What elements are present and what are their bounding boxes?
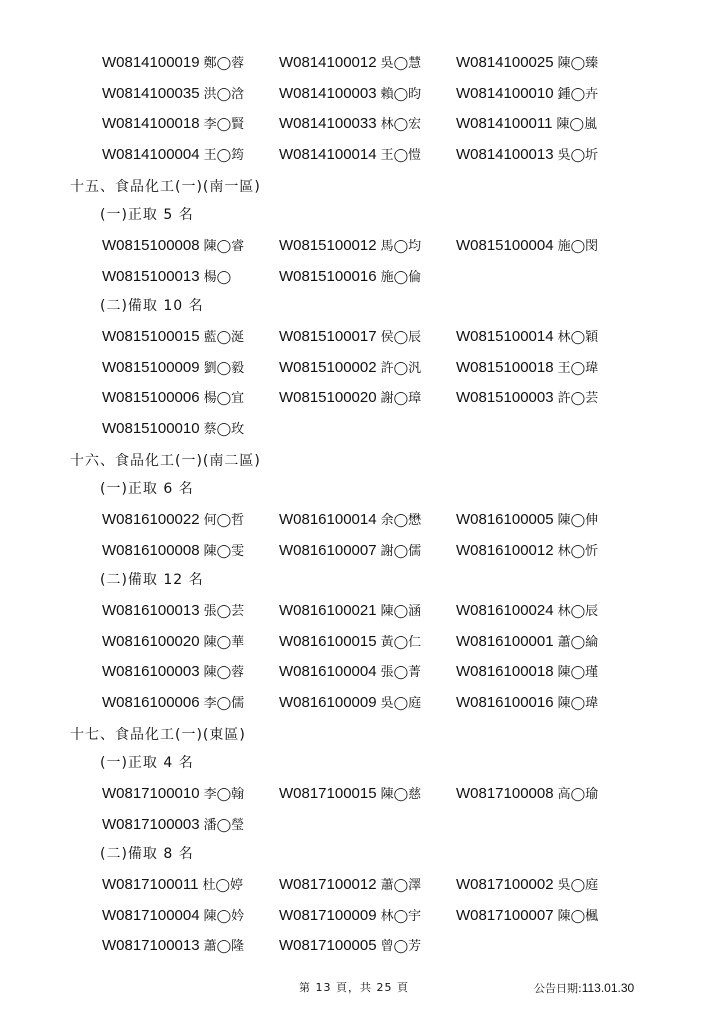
list-item <box>279 540 421 560</box>
candidate-id: W0817100012 <box>279 876 377 893</box>
group-label: (二)備取 10 名 <box>100 298 204 314</box>
list-item <box>279 600 421 620</box>
candidate-id: W0816100012 <box>456 541 554 559</box>
list-item <box>102 600 244 620</box>
candidate-id: W0815100006 <box>102 389 200 406</box>
candidate-id: W0815100015 <box>102 328 200 345</box>
candidate-id: W0815100004 <box>456 237 554 254</box>
candidate-id: W0814100033 <box>279 115 377 132</box>
list-item <box>102 935 244 955</box>
list-item <box>102 83 244 103</box>
candidate-name: 陳◯嵐 <box>556 117 598 132</box>
candidate-id: W0816100022 <box>102 511 200 528</box>
candidate-id: W0817100005 <box>279 937 377 954</box>
announcement-date-value: 113.01.30 <box>581 981 635 995</box>
list-item <box>102 509 244 529</box>
candidate-id: W0816100015 <box>279 632 377 650</box>
candidate-name: 賴◯昀 <box>380 86 422 102</box>
group-label: (二)備取 8 名 <box>100 846 194 862</box>
announcement-date <box>534 980 634 997</box>
candidate-name: 李◯賢 <box>203 117 245 132</box>
candidate-name: 張◯芸 <box>203 604 245 619</box>
group-label: (一)正取 6 名 <box>100 481 194 497</box>
list-item <box>279 874 421 894</box>
candidate-name: 余◯懋 <box>380 513 422 528</box>
candidate-name: 王◯瑋 <box>557 360 599 376</box>
candidate-name: 陳◯慈 <box>380 787 422 802</box>
list-item <box>456 692 598 712</box>
candidate-name: 劉◯毅 <box>203 360 245 376</box>
candidate-name: 曾◯芳 <box>380 939 422 954</box>
candidate-name: 陳◯伸 <box>557 513 599 528</box>
candidate-id: W0814100013 <box>456 145 554 163</box>
candidate-id: W0814100014 <box>279 145 377 163</box>
candidate-id: W0816100001 <box>456 632 554 650</box>
list-item <box>456 540 598 560</box>
list-item <box>456 113 597 133</box>
list-item <box>102 266 231 286</box>
candidate-id: W0816100007 <box>279 541 377 559</box>
list-item <box>279 357 421 377</box>
list-item <box>102 113 244 133</box>
candidate-name: 鍾◯卉 <box>557 86 599 102</box>
candidate-id: W0815100010 <box>102 419 200 437</box>
candidate-id: W0814100019 <box>102 54 200 71</box>
group-label: (一)正取 4 名 <box>100 755 194 771</box>
candidate-name: 陳◯瑋 <box>557 695 599 711</box>
list-item <box>279 144 421 164</box>
candidate-id: W0816100004 <box>279 663 377 680</box>
candidate-name: 黃◯仁 <box>380 634 422 650</box>
candidate-id: W0814100012 <box>279 54 377 71</box>
candidate-name: 潘◯瑩 <box>203 817 245 833</box>
candidate-id: W0817100007 <box>456 906 554 924</box>
candidate-name: 何◯哲 <box>203 513 245 528</box>
candidate-id: W0817100008 <box>456 785 554 802</box>
candidate-name: 陳◯楓 <box>557 908 599 924</box>
candidate-name: 許◯芸 <box>557 391 599 406</box>
candidate-name: 洪◯浛 <box>203 86 245 102</box>
list-item <box>456 83 598 103</box>
candidate-name: 林◯穎 <box>557 330 599 345</box>
candidate-name: 林◯辰 <box>557 604 599 619</box>
candidate-name: 林◯宏 <box>380 117 422 132</box>
list-item <box>279 113 421 133</box>
list-item <box>102 783 244 803</box>
list-item <box>279 935 421 955</box>
candidate-id: W0816100009 <box>279 693 377 711</box>
list-item <box>279 266 421 286</box>
candidate-id: W0815100009 <box>102 358 200 376</box>
list-item <box>279 326 421 346</box>
list-item <box>102 905 244 925</box>
candidate-id: W0816100005 <box>456 511 554 528</box>
candidate-name: 馬◯均 <box>380 239 422 254</box>
list-item <box>279 692 421 712</box>
candidate-id: W0816100008 <box>102 541 200 559</box>
candidate-name: 王◯愷 <box>380 147 422 163</box>
candidate-name: 陳◯雯 <box>203 543 245 559</box>
list-item <box>102 357 244 377</box>
candidate-id: W0815100017 <box>279 328 377 345</box>
list-item <box>456 326 598 346</box>
candidate-id: W0815100013 <box>102 267 200 285</box>
list-item <box>102 418 244 438</box>
list-item <box>102 387 244 407</box>
list-item <box>102 692 244 712</box>
candidate-name: 王◯筠 <box>203 147 245 163</box>
list-item <box>279 661 421 681</box>
candidate-id: W0816100016 <box>456 693 554 711</box>
candidate-id: W0815100016 <box>279 267 377 285</box>
candidate-id: W0815100014 <box>456 328 554 345</box>
candidate-name: 陳◯妗 <box>203 908 245 924</box>
candidate-name: 吳◯慧 <box>380 56 422 71</box>
list-item <box>279 509 421 529</box>
candidate-name: 張◯菁 <box>380 665 422 680</box>
candidate-name: 陳◯臻 <box>557 56 599 71</box>
candidate-id: W0814100018 <box>102 115 200 132</box>
list-item <box>279 235 421 255</box>
candidate-name: 高◯瑜 <box>557 787 599 802</box>
list-item <box>102 814 244 834</box>
candidate-id: W0815100018 <box>456 358 554 376</box>
list-item <box>279 783 421 803</box>
candidate-id: W0814100035 <box>102 84 200 102</box>
candidate-id: W0817100009 <box>279 906 377 924</box>
list-item <box>279 631 421 651</box>
candidate-id: W0816100014 <box>279 511 377 528</box>
page-number: 第 13 頁，共 25 頁 <box>299 981 409 994</box>
list-item <box>102 144 244 164</box>
candidate-name: 吳◯庭 <box>380 695 422 711</box>
list-item <box>102 540 244 560</box>
list-item <box>456 661 598 681</box>
candidate-id: W0815100003 <box>456 389 554 406</box>
list-item <box>102 326 244 346</box>
candidate-id: W0814100010 <box>456 84 554 102</box>
candidate-id: W0814100011 <box>456 115 553 132</box>
candidate-name: 林◯宇 <box>380 908 422 924</box>
candidate-id: W0816100006 <box>102 693 200 711</box>
candidate-id: W0817100011 <box>102 876 199 893</box>
candidate-name: 陳◯睿 <box>203 239 245 254</box>
list-item <box>102 52 244 72</box>
candidate-name: 謝◯璋 <box>380 391 422 406</box>
list-item <box>102 631 244 651</box>
list-item <box>456 52 598 72</box>
list-item <box>102 874 243 894</box>
candidate-name: 蕭◯隆 <box>203 939 245 954</box>
candidate-id: W0817100010 <box>102 785 200 802</box>
candidate-id: W0817100003 <box>102 815 200 833</box>
list-item <box>102 235 244 255</box>
list-item <box>456 874 598 894</box>
candidate-name: 吳◯圻 <box>557 147 599 163</box>
candidate-id: W0814100025 <box>456 54 554 71</box>
candidate-name: 藍◯涎 <box>203 330 245 345</box>
announcement-date-label: 公告日期: <box>534 982 582 995</box>
list-item <box>456 144 598 164</box>
list-item <box>279 52 421 72</box>
candidate-name: 陳◯涵 <box>380 604 422 619</box>
list-item <box>456 387 598 407</box>
list-item <box>456 905 598 925</box>
list-item <box>279 387 421 407</box>
candidate-name: 蕭◯澤 <box>380 878 422 893</box>
candidate-id: W0816100021 <box>279 602 377 619</box>
candidate-id: W0817100004 <box>102 906 200 924</box>
list-item <box>102 661 244 681</box>
list-item <box>279 905 421 925</box>
candidate-id: W0814100004 <box>102 145 200 163</box>
candidate-name: 許◯汎 <box>380 360 422 376</box>
list-item <box>456 600 598 620</box>
candidate-name: 李◯翰 <box>203 787 245 802</box>
section-heading: 十六、食品化工(一)(南二區) <box>70 453 261 469</box>
candidate-id: W0816100024 <box>456 602 554 619</box>
candidate-id: W0815100020 <box>279 389 377 406</box>
candidate-name: 李◯儒 <box>203 695 245 711</box>
candidate-id: W0814100003 <box>279 84 377 102</box>
section-heading: 十七、食品化工(一)(東區) <box>70 727 246 743</box>
candidate-id: W0817100002 <box>456 876 554 893</box>
group-label: (一)正取 5 名 <box>100 207 194 223</box>
list-item <box>456 509 598 529</box>
list-item <box>279 83 421 103</box>
list-item <box>456 631 598 651</box>
candidate-name: 鄭◯蓉 <box>203 56 245 71</box>
list-item <box>456 357 598 377</box>
candidate-name: 施◯倫 <box>380 269 422 285</box>
candidate-id: W0816100003 <box>102 663 200 680</box>
candidate-name: 杜◯婷 <box>202 878 244 893</box>
candidate-name: 吳◯庭 <box>557 878 599 893</box>
candidate-name: 陳◯蓉 <box>203 665 245 680</box>
candidate-name: 陳◯華 <box>203 634 245 650</box>
list-item <box>456 783 598 803</box>
candidate-name: 侯◯辰 <box>380 330 422 345</box>
candidate-id: W0817100013 <box>102 937 200 954</box>
candidate-id: W0817100015 <box>279 785 377 802</box>
candidate-id: W0815100012 <box>279 237 377 254</box>
candidate-name: 林◯忻 <box>557 543 599 559</box>
candidate-id: W0816100018 <box>456 663 554 680</box>
candidate-name: 謝◯儒 <box>380 543 422 559</box>
candidate-name: 蔡◯玫 <box>203 421 245 437</box>
group-label: (二)備取 12 名 <box>100 572 204 588</box>
candidate-name: 楊◯ <box>203 269 232 285</box>
candidate-name: 楊◯宜 <box>203 391 245 406</box>
list-item <box>456 235 598 255</box>
candidate-id: W0816100020 <box>102 632 200 650</box>
candidate-id: W0815100008 <box>102 237 200 254</box>
candidate-name: 陳◯瑾 <box>557 665 599 680</box>
candidate-name: 施◯閔 <box>557 239 599 254</box>
candidate-name: 蕭◯綸 <box>557 634 599 650</box>
section-heading: 十五、食品化工(一)(南一區) <box>70 179 261 195</box>
candidate-id: W0815100002 <box>279 358 377 376</box>
candidate-id: W0816100013 <box>102 602 200 619</box>
